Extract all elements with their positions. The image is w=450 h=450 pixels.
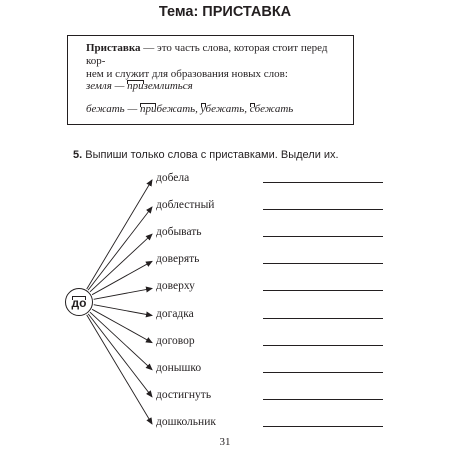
word-item: донышко [156, 361, 202, 374]
task-text: Выпиши только слова с приставками. Выдели их. [82, 149, 339, 161]
example-word-rest: бежать [254, 103, 294, 115]
prefix-mark: у [200, 103, 206, 115]
answer-line[interactable] [263, 236, 383, 237]
answer-line[interactable] [263, 209, 383, 210]
page-number: 31 [219, 436, 231, 448]
page-title: Тема: ПРИСТАВКА [158, 4, 292, 20]
word-item: добела [156, 172, 190, 184]
answer-line[interactable] [263, 182, 383, 183]
word-item: добывать [156, 226, 202, 239]
rule-term: Приставка [86, 42, 141, 54]
example-dash: — [124, 103, 140, 115]
arrow [88, 207, 152, 290]
arrow [90, 312, 152, 370]
answer-line[interactable] [263, 372, 383, 373]
word-item: доверять [156, 253, 200, 266]
arrow [92, 309, 152, 342]
arrow [94, 305, 152, 316]
example-word-rest: бежать, [156, 103, 198, 115]
arrow [90, 234, 152, 292]
word-item: доблестный [156, 199, 215, 212]
example-1-base: земля [86, 80, 112, 92]
prefix-mark: с [249, 103, 255, 115]
hub-prefix: до [71, 296, 87, 310]
prefix-mark: при [139, 103, 157, 115]
word-item: дошкольник [156, 415, 216, 428]
answer-line[interactable] [263, 318, 383, 319]
answer-line[interactable] [263, 399, 383, 400]
example-dash: — [111, 80, 128, 92]
word-item: догадка [156, 307, 194, 320]
answer-line[interactable] [263, 426, 383, 427]
answer-line[interactable] [263, 290, 383, 291]
example-word-rest: бежать, [205, 103, 247, 115]
answer-line[interactable] [263, 263, 383, 264]
rule-text-line-1: — это часть слова, которая стоит перед кор- [86, 42, 328, 67]
prefix-circle [65, 288, 93, 316]
arrow [87, 315, 152, 424]
word-item: доверху [156, 280, 195, 293]
task-number: 5. [73, 149, 83, 161]
arrow [94, 288, 152, 299]
rule-text-line-2: нем и служит для образования новых слов: [86, 68, 288, 80]
arrow [88, 314, 152, 397]
answer-line[interactable] [263, 345, 383, 346]
word-item: договор [156, 334, 195, 347]
word-item: достигнуть [156, 388, 212, 401]
example-1-rest: землиться [143, 80, 193, 92]
example-2-base: бежать [86, 103, 125, 115]
arrow [87, 180, 152, 289]
prefix-mark: при [127, 80, 144, 92]
